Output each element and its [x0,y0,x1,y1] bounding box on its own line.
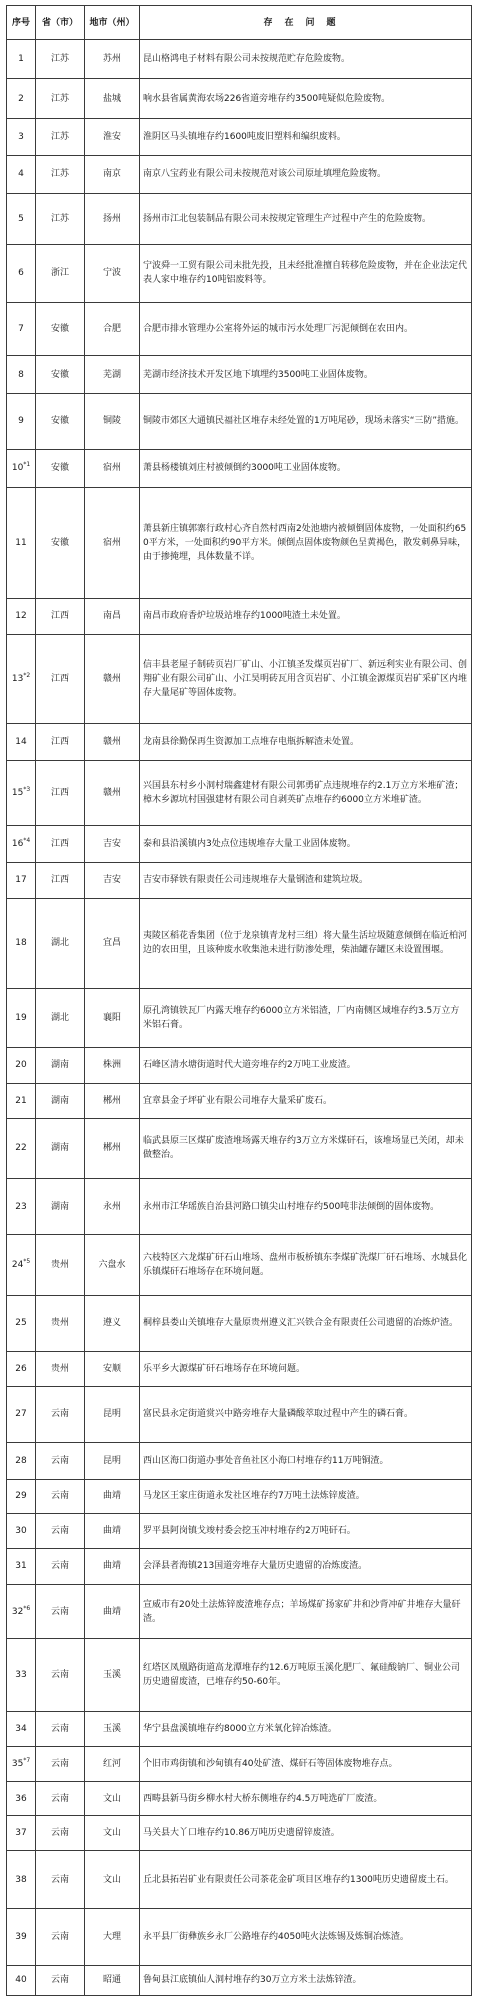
row-issue-description: 华宁县盘溪镇堆存约8000立方米氧化锌冶炼渣。 [140,1712,472,1747]
row-issue-description: 桐梓县娄山关镇堆存大量原贵州遵义汇兴铁合金有限责任公司遗留的冶炼炉渣。 [140,1295,472,1352]
serial-number-text: 31 [15,1561,27,1572]
row-city: 吉安 [85,862,140,898]
row-serial-number [7,723,36,760]
row-issue-description: 泰和县沿溪镇内3处点位违规堆存大量工业固体废物。 [140,825,472,862]
row-issue-description: 铜陵市郊区大通镇民福社区堆存未经处置的1万吨尾砂，现场未落实“三防”措施。 [140,394,472,450]
row-province: 云南 [36,1816,85,1851]
row-province: 云南 [36,1639,85,1712]
serial-number-text: 8 [18,369,24,380]
row-city: 玉溪 [85,1712,140,1747]
row-province: 江西 [36,760,85,825]
row-province: 贵州 [36,1235,85,1295]
row-serial-number [7,1118,36,1178]
row-province: 安徽 [36,394,85,450]
header-existing-problems: 存在问题 [140,6,472,40]
serial-number-text: 7 [18,323,24,334]
serial-number-text: 30 [15,1526,27,1537]
row-serial-number [7,1352,36,1387]
table-row [7,487,472,598]
row-province: 贵州 [36,1295,85,1352]
table-row [7,1083,472,1118]
row-serial-number [7,1387,36,1443]
row-province: 安徽 [36,302,85,355]
row-issue-description: 石峰区清水塘街道时代大道旁堆存约2万吨工业废渣。 [140,1047,472,1083]
footnote-marker: *6 [23,1604,31,1612]
row-serial-number [7,1712,36,1747]
table-row [7,988,472,1047]
row-serial-number [7,988,36,1047]
row-issue-description: 富民县永定街道赏兴中路旁堆存大量磷酸萃取过程中产生的磷石膏。 [140,1387,472,1443]
row-serial-number [7,118,36,155]
row-issue-description: 信丰县老屋子制砖页岩厂矿山、小江镇圣发煤页岩矿厂、新远利实业有限公司、创翔矿业有限公司矿山、小江昊明砖瓦用含页岩矿、小江镇金源煤页岩矿采矿区内堆存大量尾矿等固体废物。 [140,634,472,723]
row-province: 江苏 [36,193,85,244]
row-city: 宿州 [85,487,140,598]
row-city: 曲靖 [85,1549,140,1585]
row-issue-description: 响水县省属黄海农场226省道旁堆存约3500吨疑似危险废物。 [140,79,472,118]
row-issue-description: 兴国县东村乡小洞村瑞鑫建材有限公司郭勇矿点违规堆存约2.1万立方米堆矿渣；樟木乡源坑村国强建材有限公司自剥英矿点堆存约6000立方米堆矿渣。 [140,760,472,825]
row-province: 江西 [36,862,85,898]
row-serial-number [7,1965,36,1995]
row-city: 吉安 [85,825,140,862]
footnote-marker: *7 [23,1756,31,1764]
row-issue-description: 南昌市政府香炉垃圾站堆存约1000吨渣土未处置。 [140,598,472,634]
table-row [7,1178,472,1235]
header-city: 地市（州） [85,6,140,40]
table-row [7,193,472,244]
row-city: 昆明 [85,1387,140,1443]
row-serial-number [7,1479,36,1514]
row-issue-description: 宁波舜一工贸有限公司未批先投，且未经批准擅自转移危险废物，并在企业法定代表人家中堆存约10吨铝废料等。 [140,244,472,302]
row-serial-number [7,40,36,79]
row-serial-number [7,1639,36,1712]
row-city: 南昌 [85,598,140,634]
table-row [7,1712,472,1747]
table-row [7,1295,472,1352]
row-city: 宁波 [85,244,140,302]
row-province: 云南 [36,1549,85,1585]
row-serial-number [7,1178,36,1235]
footnote-marker: *5 [23,1258,31,1266]
row-issue-description: 马龙区王家庄街道永发社区堆存约7万吨土法炼锌废渣。 [140,1479,472,1514]
row-province: 江西 [36,598,85,634]
row-city: 文山 [85,1781,140,1816]
row-issue-description: 芜湖市经济技术开发区地下填埋约3500吨工业固体废物。 [140,355,472,393]
table-row [7,118,472,155]
row-serial-number [7,825,36,862]
serial-number-text: 20 [15,1060,27,1071]
row-issue-description: 萧县新庄镇郭寨行政村心齐自然村西南2处池塘内被倾倒固体废物，一处面积约650平方米，一处面积约90平方米。倾倒点固体废物颜色呈黄褐色，散发刺鼻异味，由于掺掩埋，具体数量不详。 [140,487,472,598]
table-row [7,1442,472,1479]
row-serial-number [7,394,36,450]
row-issue-description: 个旧市鸡街镇和沙甸镇有40处矿渣、煤矸石等固体废物堆存点。 [140,1746,472,1781]
row-serial-number [7,1235,36,1295]
table-row [7,1514,472,1549]
table-row [7,1047,472,1083]
row-issue-description: 丘北县拓岩矿业有限责任公司茶花金矿项目区堆存约1300吨历史遗留废土石。 [140,1851,472,1909]
serial-number-text: 14 [15,736,27,747]
serial-number-text: 40 [15,1975,27,1986]
row-issue-description: 红塔区凤凰路街道高龙潭堆存约12.6万吨原玉溪化肥厂、氟硅酸钠厂、铜业公司历史遗留废渣，已堆存约50-60年。 [140,1639,472,1712]
row-serial-number [7,1746,36,1781]
row-serial-number [7,193,36,244]
row-city: 遵义 [85,1295,140,1352]
serial-number-text: 26 [15,1364,27,1375]
serial-number-text: 36 [15,1793,27,1804]
serial-number-text: 21 [15,1095,27,1106]
row-city: 淮安 [85,118,140,155]
row-serial-number [7,598,36,634]
row-issue-description: 宣威市有20处土法炼锌废渣堆存点；羊场煤矿扬家矿井和沙背冲矿井堆存大量矸渣。 [140,1584,472,1638]
row-city: 安顺 [85,1352,140,1387]
row-issue-description: 马关县大丫口堆存约10.86万吨历史遗留锌废渣。 [140,1816,472,1851]
table-row [7,1479,472,1514]
table-row [7,155,472,193]
row-serial-number [7,1908,36,1965]
row-city: 郴州 [85,1118,140,1178]
table-row [7,449,472,487]
serial-number-text: 29 [15,1491,27,1502]
row-serial-number [7,244,36,302]
row-city: 芜湖 [85,355,140,393]
table-row [7,1781,472,1816]
row-serial-number [7,760,36,825]
table-row [7,1118,472,1178]
table-row [7,394,472,450]
row-province: 湖北 [36,988,85,1047]
row-province: 云南 [36,1442,85,1479]
problem-table [6,5,472,1996]
row-serial-number [7,1851,36,1909]
row-province: 江苏 [36,79,85,118]
row-city: 红河 [85,1746,140,1781]
row-province: 安徽 [36,449,85,487]
row-city: 盐城 [85,79,140,118]
row-serial-number [7,1083,36,1118]
row-serial-number [7,1584,36,1638]
serial-number-text: 23 [15,1201,27,1212]
row-province: 云南 [36,1746,85,1781]
row-province: 湖南 [36,1178,85,1235]
row-city: 铜陵 [85,394,140,450]
row-province: 湖南 [36,1083,85,1118]
row-issue-description: 萧县杨楼镇刘庄村被倾倒约3000吨工业固体废物。 [140,449,472,487]
serial-number-text: 35 [11,1758,24,1769]
row-province: 云南 [36,1514,85,1549]
row-province: 湖北 [36,898,85,988]
row-issue-description: 西山区海口街道办事处音鱼社区小海口村堆存约11万吨铜渣。 [140,1442,472,1479]
row-issue-description: 西畴县新马街乡柳水村大桥东侧堆存约4.5万吨选矿厂废渣。 [140,1781,472,1816]
row-province: 浙江 [36,244,85,302]
row-city: 文山 [85,1816,140,1851]
row-serial-number [7,355,36,393]
row-issue-description: 临武县原三区煤矿废渣堆场露天堆存约3万立方米煤矸石，该堆场显已关闭，却未做整治。 [140,1118,472,1178]
row-serial-number [7,1816,36,1851]
row-province: 湖南 [36,1047,85,1083]
row-province: 江苏 [36,118,85,155]
row-serial-number [7,862,36,898]
table-row [7,355,472,393]
row-serial-number [7,155,36,193]
row-issue-description: 昆山格鸿电子材料有限公司未按规范贮存危险废物。 [140,40,472,79]
row-province: 贵州 [36,1352,85,1387]
row-province: 江苏 [36,40,85,79]
serial-number-text: 38 [15,1874,27,1885]
serial-number-text: 1 [18,54,24,65]
table-body [7,40,472,1996]
row-issue-description: 吉安市驿铁有限责任公司违规堆存大量钢渣和建筑垃圾。 [140,862,472,898]
row-issue-description: 六枝特区六龙煤矿矸石山堆场、盘州市板桥镇东李煤矿洗煤厂矸石堆场、水城县化乐镇煤矸石堆场存在环境问题。 [140,1235,472,1295]
serial-number-text: 13 [11,673,24,684]
row-serial-number [7,634,36,723]
row-province: 云南 [36,1584,85,1638]
row-issue-description: 罗平县阿岗镇戈竣村委会挖玉冲村堆存约2万吨矸石。 [140,1514,472,1549]
row-city: 曲靖 [85,1584,140,1638]
serial-number-text: 3 [18,131,24,142]
row-city: 合肥 [85,302,140,355]
serial-number-text: 39 [15,1931,27,1942]
table-row [7,1639,472,1712]
row-province: 江西 [36,723,85,760]
row-city: 赣州 [85,634,140,723]
serial-number-text: 25 [15,1318,27,1329]
table-row [7,1965,472,1995]
serial-number-text: 2 [18,93,24,104]
serial-number-text: 22 [15,1143,27,1154]
serial-number-text: 37 [15,1828,27,1839]
row-serial-number [7,1514,36,1549]
row-province: 云南 [36,1851,85,1909]
row-city: 永州 [85,1178,140,1235]
row-serial-number [7,1295,36,1352]
serial-number-text: 34 [15,1724,27,1735]
row-serial-number [7,898,36,988]
row-city: 宿州 [85,449,140,487]
serial-number-text: 5 [18,213,24,224]
row-province: 云南 [36,1965,85,1995]
row-city: 郴州 [85,1083,140,1118]
row-province: 湖南 [36,1118,85,1178]
problem-table-container [6,5,471,1996]
table-row [7,634,472,723]
row-city: 宜昌 [85,898,140,988]
serial-number-text: 17 [15,875,27,886]
table-row [7,760,472,825]
row-province: 江西 [36,825,85,862]
table-row [7,1352,472,1387]
row-province: 安徽 [36,487,85,598]
row-issue-description: 南京八宝药业有限公司未按规范对该公司原址填埋危险废物。 [140,155,472,193]
row-city: 曲靖 [85,1514,140,1549]
row-city: 赣州 [85,723,140,760]
serial-number-text: 10 [11,463,24,474]
footnote-marker: *3 [23,785,31,793]
serial-number-text: 18 [15,938,27,949]
table-row [7,1584,472,1638]
table-row [7,1387,472,1443]
row-issue-description: 淮阴区马头镇堆存约1600吨废旧塑料和编织废料。 [140,118,472,155]
row-issue-description: 夷陵区稻花香集团（位于龙泉镇青龙村三组）将大量生活垃圾随意倾倒在临近柏河边的农田里，且该种废水收集池未进行防渗处理，柴油罐存罐区未设置围堰。 [140,898,472,988]
serial-number-text: 24 [11,1260,24,1271]
serial-number-text: 27 [15,1409,27,1420]
row-city: 曲靖 [85,1479,140,1514]
row-province: 云南 [36,1479,85,1514]
table-row [7,1908,472,1965]
row-province: 云南 [36,1908,85,1965]
row-serial-number [7,1549,36,1585]
serial-number-text: 11 [15,537,27,548]
row-serial-number [7,1047,36,1083]
footnote-marker: *4 [23,836,31,844]
table-row [7,1549,472,1585]
row-issue-description: 会泽县者海镇213国道旁堆存大量历史遗留的冶炼废渣。 [140,1549,472,1585]
row-issue-description: 永平县厂街彝族乡永厂公路堆存约4050吨火法炼锡及炼铜冶炼渣。 [140,1908,472,1965]
serial-number-text: 19 [15,1012,27,1023]
header-province: 省（市） [36,6,85,40]
row-serial-number [7,487,36,598]
row-city: 苏州 [85,40,140,79]
row-province: 江苏 [36,155,85,193]
row-city: 扬州 [85,193,140,244]
row-issue-description: 乐平乡大源煤矿矸石堆场存在环境问题。 [140,1352,472,1387]
table-row [7,723,472,760]
row-city: 襄阳 [85,988,140,1047]
row-issue-description: 鲁甸县江底镇仙人洞村堆存约30万立方米土法炼锌渣。 [140,1965,472,1995]
table-row [7,1851,472,1909]
row-city: 赣州 [85,760,140,825]
row-province: 云南 [36,1387,85,1443]
row-city: 大理 [85,1908,140,1965]
row-serial-number [7,449,36,487]
row-issue-description: 龙南县徐勤保再生资源加工点堆存电瓶拆解渣未处置。 [140,723,472,760]
row-province: 安徽 [36,355,85,393]
row-province: 云南 [36,1781,85,1816]
serial-number-text: 15 [11,787,24,798]
table-row [7,1816,472,1851]
row-city: 文山 [85,1851,140,1909]
header-serial-number: 序号 [7,6,36,40]
table-row [7,1235,472,1295]
footnote-marker: *1 [23,461,31,469]
serial-number-text: 6 [18,268,24,279]
table-row [7,598,472,634]
row-city: 六盘水 [85,1235,140,1295]
row-city: 株洲 [85,1047,140,1083]
table-row [7,862,472,898]
serial-number-text: 16 [11,838,24,849]
table-row [7,825,472,862]
serial-number-text: 9 [18,416,24,427]
row-serial-number [7,302,36,355]
table-row [7,79,472,118]
serial-number-text: 4 [18,169,24,180]
row-province: 江西 [36,634,85,723]
table-row [7,40,472,79]
row-serial-number [7,1442,36,1479]
row-issue-description: 扬州市江北包装制品有限公司未按规定管理生产过程中产生的危险废物。 [140,193,472,244]
table-row [7,898,472,988]
row-serial-number [7,1781,36,1816]
row-city: 昭通 [85,1965,140,1995]
table-row [7,244,472,302]
row-serial-number [7,79,36,118]
row-city: 玉溪 [85,1639,140,1712]
table-header-row [7,6,472,40]
row-issue-description: 原孔湾镇铁瓦厂内露天堆存约6000立方米铝渣，厂内南侧区域堆存约3.5万立方米铝石膏。 [140,988,472,1047]
serial-number-text: 28 [15,1455,27,1466]
table-row [7,302,472,355]
row-issue-description: 宜章县金子坪矿业有限公司堆存大量采矿废石。 [140,1083,472,1118]
row-city: 南京 [85,155,140,193]
serial-number-text: 12 [15,611,27,622]
serial-number-text: 32 [11,1606,24,1617]
footnote-marker: *2 [23,671,31,679]
row-issue-description: 永州市江华瑶族自治县河路口镇尖山村堆存约500吨非法倾倒的固体废物。 [140,1178,472,1235]
row-city: 昆明 [85,1442,140,1479]
serial-number-text: 33 [15,1670,27,1681]
row-issue-description: 合肥市排水管理办公室将外运的城市污水处理厂污泥倾倒在农田内。 [140,302,472,355]
table-row [7,1746,472,1781]
row-province: 云南 [36,1712,85,1747]
